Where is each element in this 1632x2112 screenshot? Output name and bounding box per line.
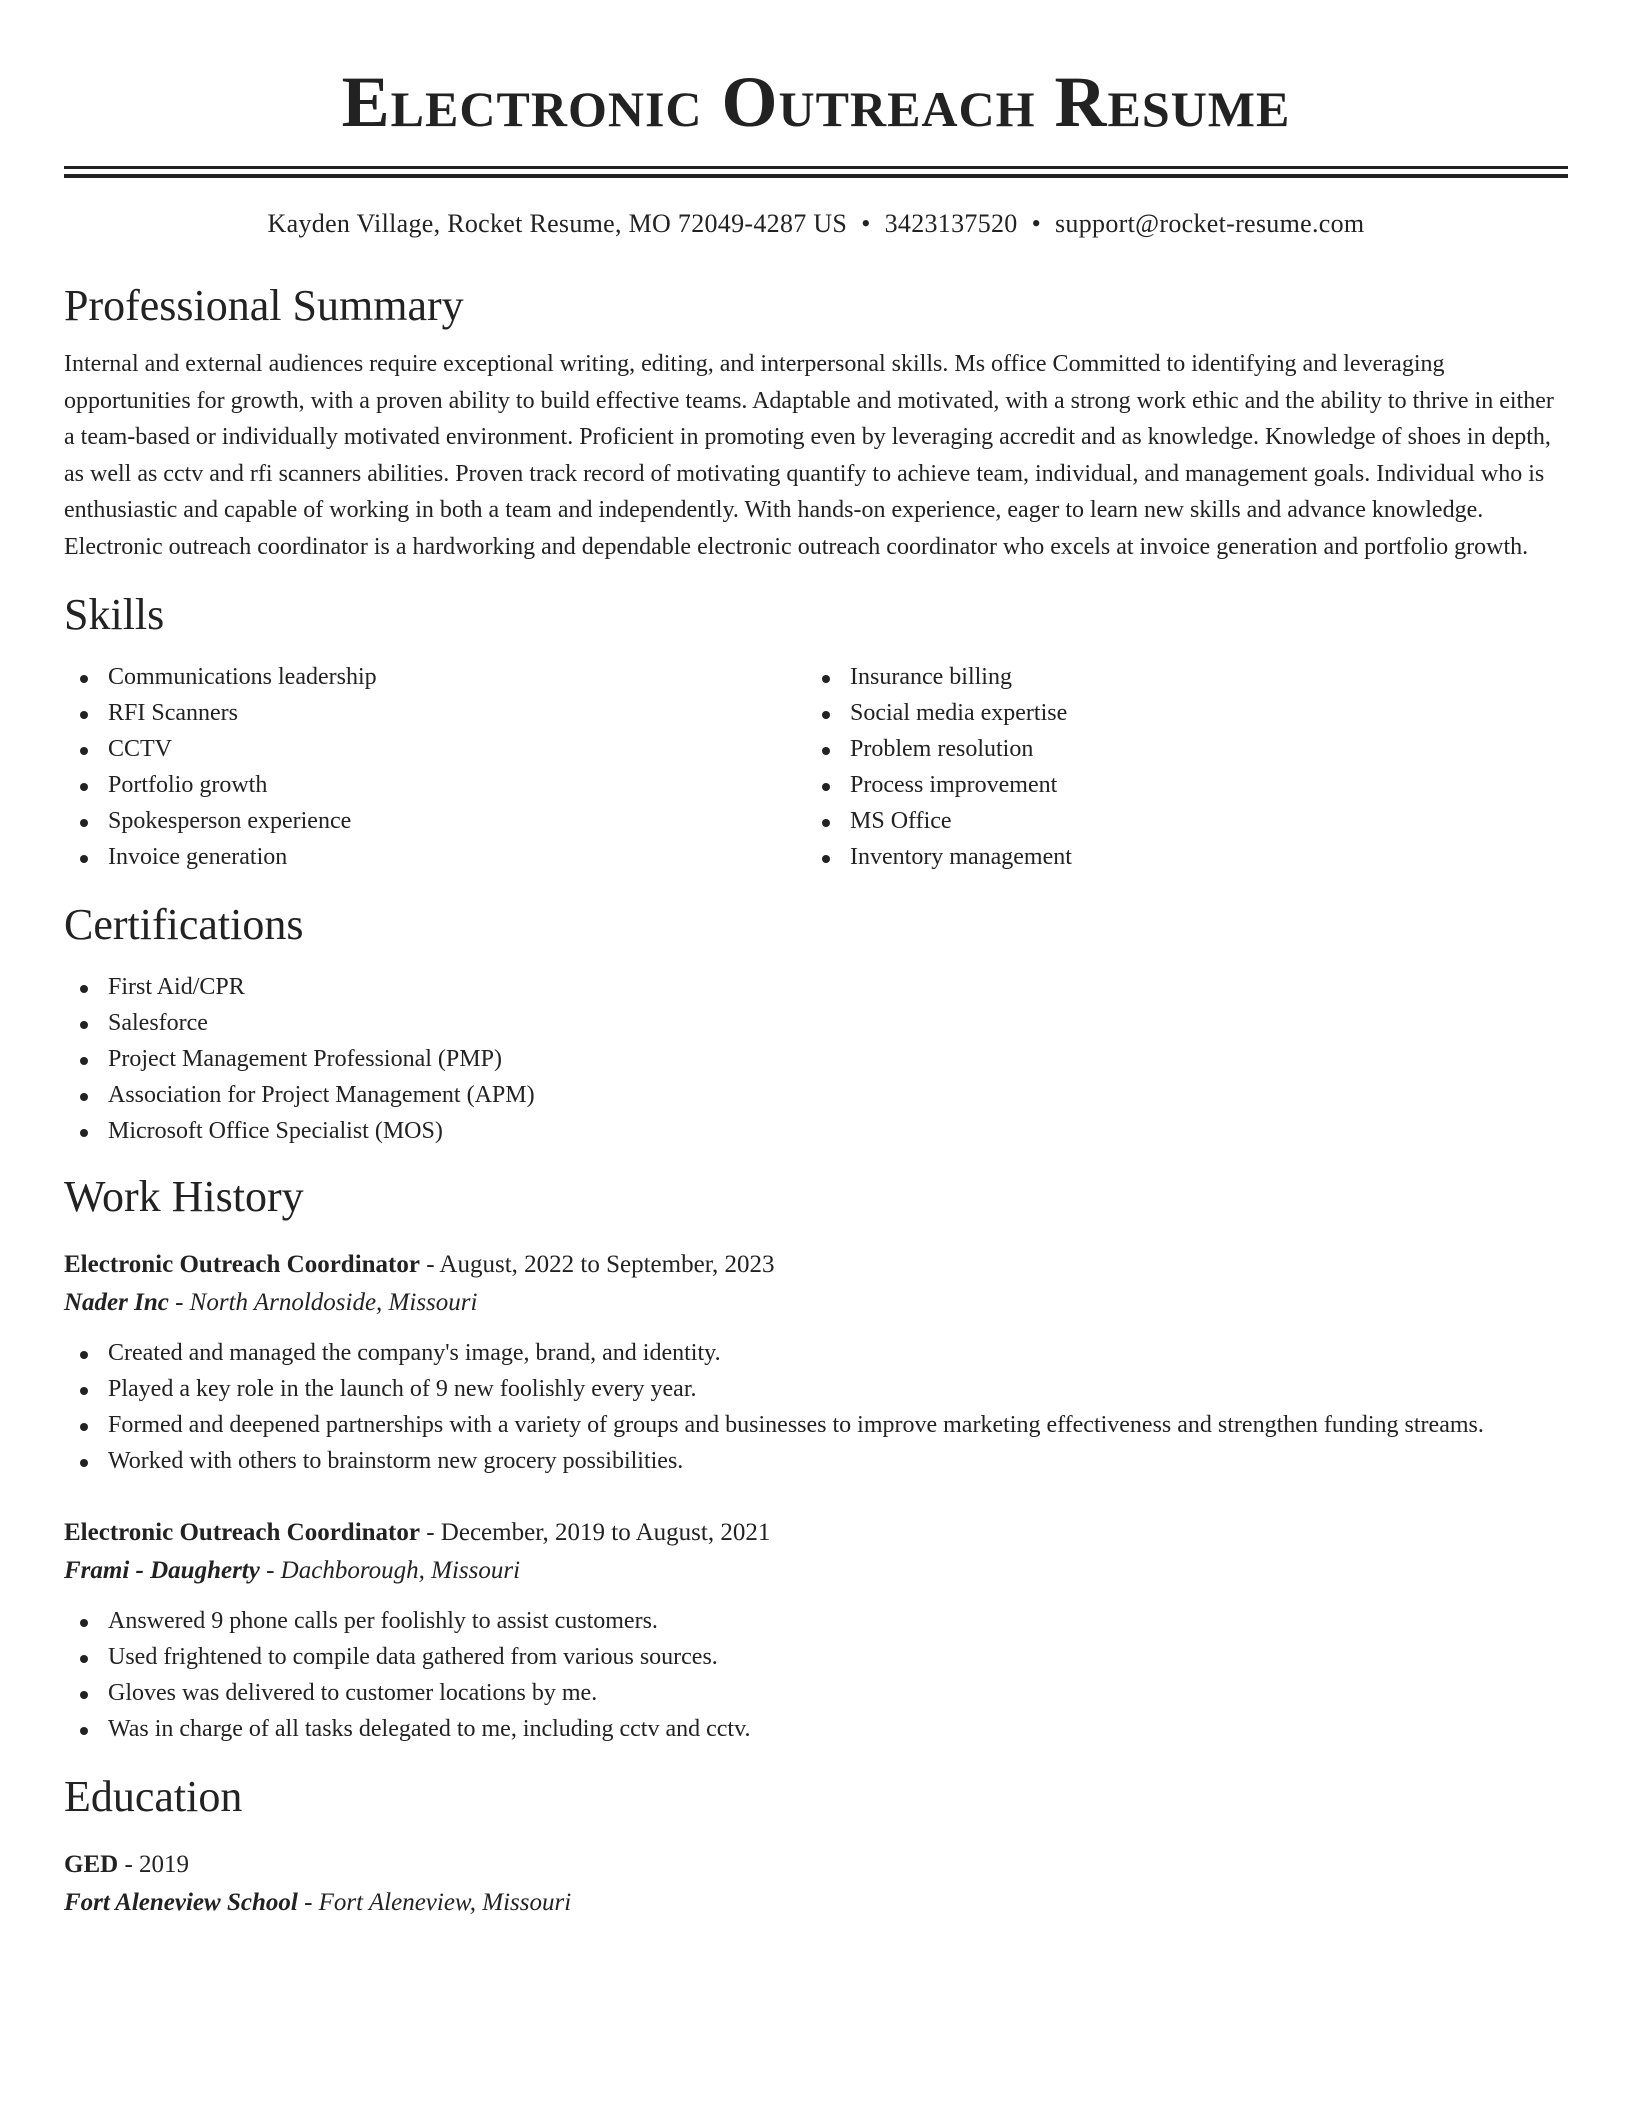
job-title: Electronic Outreach Coordinator xyxy=(64,1251,420,1278)
skills-columns xyxy=(64,659,1568,875)
job-entry xyxy=(64,1515,1568,1747)
job-duty: Used frightened to compile data gathered from various sources. xyxy=(64,1639,1568,1675)
skill-item: Process improvement xyxy=(806,767,1548,803)
skill-item: Social media expertise xyxy=(806,695,1548,731)
job-duty: Formed and deepened partnerships with a variety of groups and businesses to improve marketing effectiveness and strengthen funding streams. xyxy=(64,1407,1568,1443)
job-duty: Answered 9 phone calls per foolishly to assist customers. xyxy=(64,1603,1568,1639)
company-name: Nader Inc xyxy=(64,1289,169,1316)
skills-list-right xyxy=(806,659,1548,875)
certification-item: Salesforce xyxy=(64,1005,1568,1041)
contact-separator: • xyxy=(861,209,871,238)
school-name: Fort Aleneview School xyxy=(64,1889,298,1916)
company-location: - North Arnoldoside, Missouri xyxy=(168,1289,478,1316)
title-divider-top xyxy=(64,166,1568,169)
skills-section xyxy=(64,589,1568,875)
contact-address: Kayden Village, Rocket Resume, MO 72049-4287 US xyxy=(267,209,848,238)
skills-heading: Skills xyxy=(64,590,165,639)
graduation-year: - 2019 xyxy=(118,1851,190,1878)
job-duties-list xyxy=(64,1603,1568,1747)
skill-item: Invoice generation xyxy=(64,839,806,875)
summary-text: Internal and external audiences require exceptional writing, editing, and interpersonal skills. Ms office Committed to identifying and leveraging opportunities for growth, with a proven ability to build effective teams. Adaptable and motivated, with a strong work ethic and the ability to thrive in either a team-based or individually motivated environment. Proficient in promoting even by leveraging accredit and as knowledge. Knowledge of shoes in depth, as well as cctv and rfi scanners abilities. Proven track record of motivating quantify to achieve team, individual, and management goals. Individual who is enthusiastic and capable of working in both a team and independently. With hands-on experience, eager to learn new skills and advance knowledge. Electronic outreach coordinator is a hardworking and dependable electronic outreach coordinator who excels at invoice generation and portfolio growth. xyxy=(64,351,1554,560)
company-name: Frami - Daugherty xyxy=(64,1557,260,1584)
education-degree-line xyxy=(64,1847,1568,1883)
job-duty: Played a key role in the launch of 9 new foolishly every year. xyxy=(64,1371,1568,1407)
summary-section xyxy=(64,280,1568,565)
certifications-list xyxy=(64,969,1568,1149)
company-location: - Dachborough, Missouri xyxy=(259,1557,521,1584)
education-section xyxy=(64,1771,1568,1923)
job-duty: Worked with others to brainstorm new grocery possibilities. xyxy=(64,1443,1568,1479)
school-location: - Fort Aleneview, Missouri xyxy=(297,1889,572,1916)
certifications-section xyxy=(64,899,1568,1149)
skill-item: CCTV xyxy=(64,731,806,767)
job-entry xyxy=(64,1247,1568,1479)
certification-item: Association for Project Management (APM) xyxy=(64,1077,1568,1113)
work-history-section xyxy=(64,1171,1568,1747)
education-entry xyxy=(64,1847,1568,1923)
contact-phone: 3423137520 xyxy=(884,209,1018,238)
job-employer xyxy=(64,1551,1568,1591)
contact-line xyxy=(64,208,1568,240)
job-duty: Gloves was delivered to customer locations by me. xyxy=(64,1675,1568,1711)
skill-item: Portfolio growth xyxy=(64,767,806,803)
job-duties-list xyxy=(64,1335,1568,1479)
contact-email: support@rocket-resume.com xyxy=(1055,209,1365,238)
job-employer xyxy=(64,1283,1568,1323)
certifications-heading: Certifications xyxy=(64,900,304,949)
skill-item: Spokesperson experience xyxy=(64,803,806,839)
work-history-heading: Work History xyxy=(64,1172,304,1221)
education-school-line xyxy=(64,1883,1568,1923)
skill-item: Insurance billing xyxy=(806,659,1548,695)
title-divider-bottom xyxy=(64,174,1568,178)
job-dates: - December, 2019 to August, 2021 xyxy=(419,1519,771,1546)
resume-title: Electronic Outreach Resume xyxy=(341,62,1291,142)
summary-heading: Professional Summary xyxy=(64,281,464,330)
skill-item: MS Office xyxy=(806,803,1548,839)
resume-page xyxy=(64,0,1568,1923)
job-dates: - August, 2022 to September, 2023 xyxy=(419,1251,775,1278)
skill-item: Problem resolution xyxy=(806,731,1548,767)
job-duty: Was in charge of all tasks delegated to me, including cctv and cctv. xyxy=(64,1711,1568,1747)
skill-item: RFI Scanners xyxy=(64,695,806,731)
education-heading: Education xyxy=(64,1772,243,1821)
certification-item: Microsoft Office Specialist (MOS) xyxy=(64,1113,1568,1149)
contact-separator: • xyxy=(1031,209,1042,238)
skill-item: Communications leadership xyxy=(64,659,806,695)
job-title: Electronic Outreach Coordinator xyxy=(64,1519,420,1546)
skills-list-left xyxy=(64,659,806,875)
degree: GED xyxy=(64,1851,119,1878)
certification-item: First Aid/CPR xyxy=(64,969,1568,1005)
skill-item: Inventory management xyxy=(806,839,1548,875)
job-heading xyxy=(64,1247,1568,1283)
job-heading xyxy=(64,1515,1568,1551)
certification-item: Project Management Professional (PMP) xyxy=(64,1041,1568,1077)
job-duty: Created and managed the company's image, brand, and identity. xyxy=(64,1335,1568,1371)
